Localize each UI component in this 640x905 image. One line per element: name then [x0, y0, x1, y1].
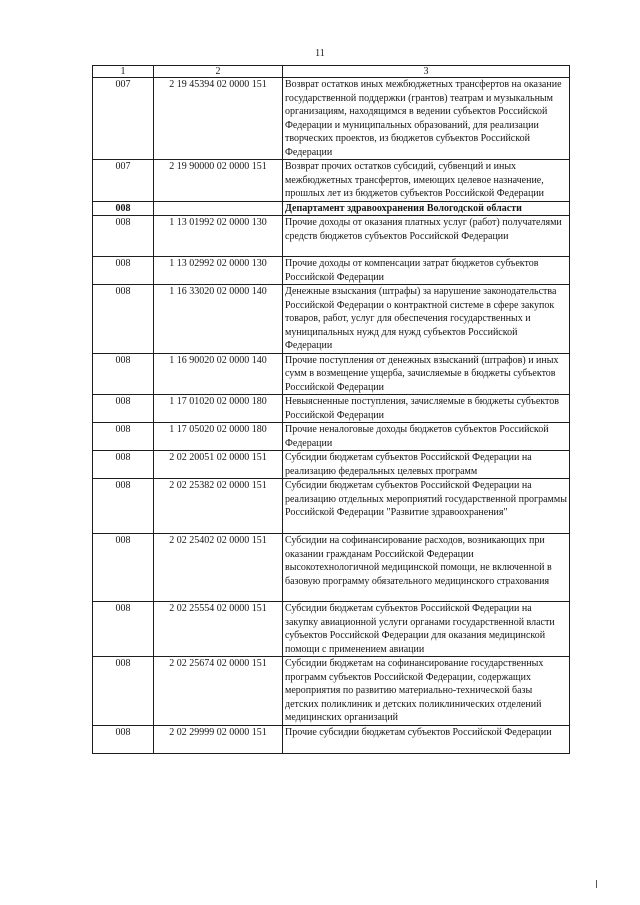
- revenue-code-cell: 2 02 29999 02 0000 151: [154, 726, 283, 754]
- page-number: 11: [315, 48, 325, 59]
- admin-code-cell: 008: [93, 657, 154, 726]
- table-row: [93, 257, 570, 285]
- header-column-2: 2: [154, 66, 283, 78]
- revenue-code-cell: 1 16 33020 02 0000 140: [154, 285, 283, 354]
- revenue-name-cell: Возврат остатков иных межбюджетных трансфертов на оказание государственной поддержки (грантов) театрам и музыкальным организациям, находящимся в ведении субъектов Российской Федерации и муниципальных образований, для реализации творческих проектов, из бюджетов субъектов Российской Федерации: [283, 78, 570, 160]
- revenue-code-cell: 2 02 25554 02 0000 151: [154, 602, 283, 657]
- revenue-code-cell: 1 17 01020 02 0000 180: [154, 395, 283, 423]
- admin-code-cell: 008: [93, 395, 154, 423]
- department-row: [93, 201, 570, 216]
- revenue-code-cell: 2 02 20051 02 0000 151: [154, 451, 283, 479]
- admin-code-cell: 008: [93, 423, 154, 451]
- revenue-name-cell: Прочие поступления от денежных взысканий (штрафов) и иных сумм в возмещение ущерба, зачисляемые в бюджеты субъектов Российской Федерации: [283, 353, 570, 395]
- admin-code-cell: 008: [93, 285, 154, 354]
- admin-code-cell: 008: [93, 257, 154, 285]
- revenue-name-cell: Прочие доходы от компенсации затрат бюджетов субъектов Российской Федерации: [283, 257, 570, 285]
- revenue-code-cell: 2 02 25382 02 0000 151: [154, 479, 283, 534]
- revenue-code-cell: 2 02 25402 02 0000 151: [154, 534, 283, 602]
- table-body: [93, 78, 570, 754]
- admin-code-cell: 008: [93, 602, 154, 657]
- table-row: [93, 479, 570, 534]
- revenue-name-cell: Субсидии бюджетам субъектов Российской Федерации на закупку авиационной услуги органами государственной власти субъектов Российской Федерации для оказания медицинской помощи с применением авиации: [283, 602, 570, 657]
- revenue-code-cell: 2 19 45394 02 0000 151: [154, 78, 283, 160]
- admin-code-cell: 008: [93, 479, 154, 534]
- header-column-1: 1: [93, 66, 154, 78]
- admin-code-cell: 008: [93, 451, 154, 479]
- table-row: [93, 353, 570, 395]
- admin-code-cell: 008: [93, 201, 154, 216]
- revenue-code-cell: [154, 201, 283, 216]
- revenue-name-cell: Субсидии бюджетам субъектов Российской Федерации на реализацию отдельных мероприятий государственной программы Российской Федерации "Развитие здравоохранения": [283, 479, 570, 534]
- table-row: [93, 160, 570, 202]
- revenue-name-cell: Прочие неналоговые доходы бюджетов субъектов Российской Федерации: [283, 423, 570, 451]
- revenue-name-cell: Департамент здравоохранения Вологодской области: [283, 201, 570, 216]
- revenue-name-cell: Прочие доходы от оказания платных услуг (работ) получателями средств бюджетов субъектов Российской Федерации: [283, 216, 570, 257]
- revenue-codes-table: [92, 65, 570, 754]
- revenue-code-cell: 1 17 05020 02 0000 180: [154, 423, 283, 451]
- table-row: [93, 534, 570, 602]
- revenue-name-cell: Субсидии бюджетам субъектов Российской Федерации на реализацию федеральных целевых программ: [283, 451, 570, 479]
- table-row: [93, 285, 570, 354]
- revenue-name-cell: Денежные взыскания (штрафы) за нарушение законодательства Российской Федерации о контрактной системе в сфере закупок товаров, работ, услуг для обеспечения государственных и муниципальных нужд для нужд субъектов Российской Федерации: [283, 285, 570, 354]
- admin-code-cell: 008: [93, 726, 154, 754]
- revenue-name-cell: Невыясненные поступления, зачисляемые в бюджеты субъектов Российской Федерации: [283, 395, 570, 423]
- revenue-code-cell: 1 13 02992 02 0000 130: [154, 257, 283, 285]
- admin-code-cell: 007: [93, 160, 154, 202]
- revenue-name-cell: Прочие субсидии бюджетам субъектов Российской Федерации: [283, 726, 570, 754]
- revenue-code-cell: 2 19 90000 02 0000 151: [154, 160, 283, 202]
- revenue-code-cell: 1 16 90020 02 0000 140: [154, 353, 283, 395]
- table-row: [93, 423, 570, 451]
- table-row: [93, 726, 570, 754]
- admin-code-cell: 008: [93, 534, 154, 602]
- revenue-code-cell: 2 02 25674 02 0000 151: [154, 657, 283, 726]
- admin-code-cell: 007: [93, 78, 154, 160]
- revenue-name-cell: Субсидии бюджетам на софинансирование государственных программ субъектов Российской Федерации, содержащих мероприятия по развитию материально-технической базы детских поликлиник и детских поликлинических отделений медицинских организаций: [283, 657, 570, 726]
- table-header-row: [93, 66, 570, 78]
- table-row: [93, 451, 570, 479]
- revenue-name-cell: Возврат прочих остатков субсидий, субвенций и иных межбюджетных трансфертов, имеющих целевое назначение, прошлых лет из бюджетов субъектов Российской Федерации: [283, 160, 570, 202]
- header-column-3: 3: [283, 66, 570, 78]
- table-row: [93, 602, 570, 657]
- table-row: [93, 216, 570, 257]
- table-row: [93, 395, 570, 423]
- table-row: [93, 657, 570, 726]
- admin-code-cell: 008: [93, 216, 154, 257]
- revenue-code-cell: 1 13 01992 02 0000 130: [154, 216, 283, 257]
- revenue-name-cell: Субсидии на софинансирование расходов, возникающих при оказании гражданам Российской Федерации высокотехнологичной медицинской помощи, не включенной в базовую программу обязательного медицинского страхования: [283, 534, 570, 602]
- table-row: [93, 78, 570, 160]
- scan-edge-mark: [596, 880, 597, 888]
- admin-code-cell: 008: [93, 353, 154, 395]
